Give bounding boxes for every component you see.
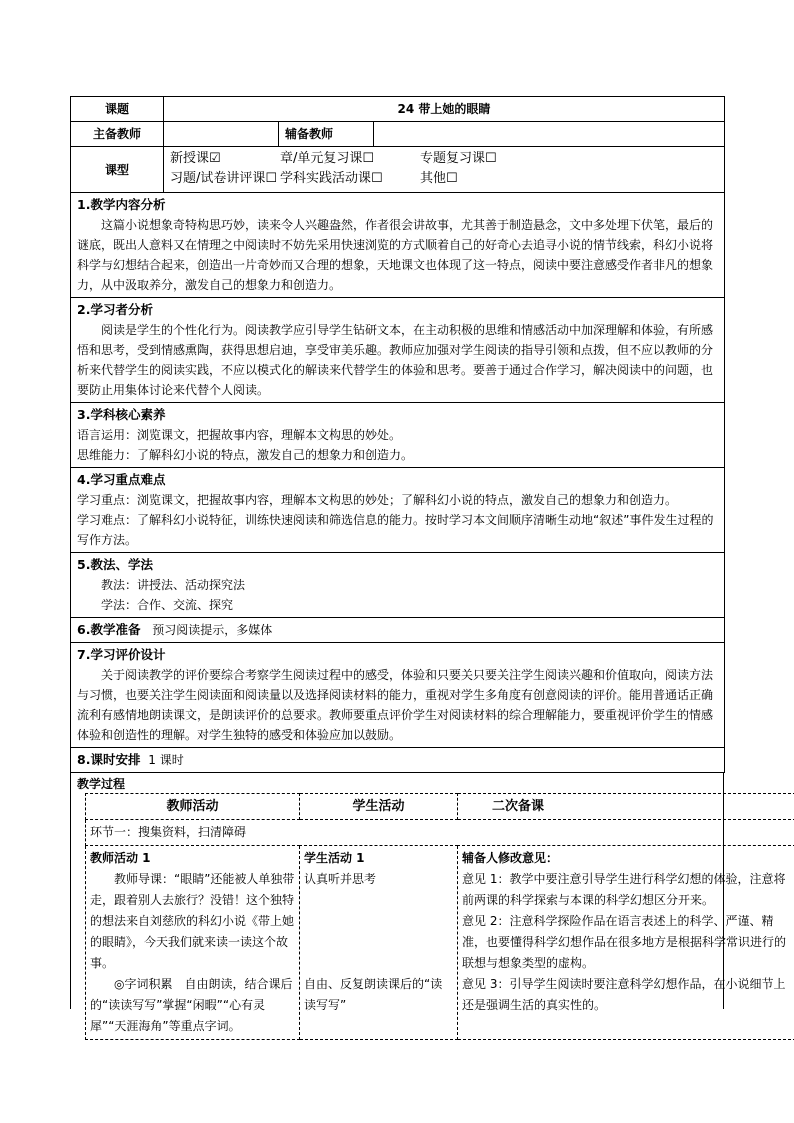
lead-teacher-value: [164, 122, 279, 147]
section-line: 学习重点：浏览课文，把握故事内容，理解本文构思的妙处；了解科幻小说的特点，激发自己的想象力和创造力。: [77, 493, 678, 507]
lesson-plan-table: [70, 96, 725, 773]
second-prep-cell: [458, 846, 794, 1040]
section-text: 1 课时: [148, 753, 184, 767]
section-title: 3.学科核心素养: [77, 407, 166, 422]
section-learner-analysis: [71, 298, 725, 403]
section-preparation: [71, 618, 725, 643]
section-content-analysis: [71, 193, 725, 298]
student-activity-title: 学生活动 1: [304, 851, 365, 865]
section-line: 思维能力：了解科幻小说的特点，激发自己的想象力和创造力。: [77, 448, 414, 462]
type-option-other[interactable]: 其他☐: [420, 171, 458, 186]
process-table: [85, 793, 794, 1040]
topic-label: 课题: [71, 97, 164, 122]
teacher-activity-title: 教师活动 1: [90, 851, 151, 865]
section-text: 关于阅读教学的评价要综合考察学生阅读过程中的感受，体验和只要关只要关注学生阅读兴趣和价值取向，阅读方法与习惯，也要关注学生阅读面和阅读量以及选择阅读材料的能力，重视对学生多角度有创意阅读的评价。能用普通话正确流利有感情地朗读课文，是朗读评价的总要求。教师要重点评价学生对阅读材料的综合理解能力，要重视评价学生的情感体验和创造性的理解。对学生独特的感受和体验应加以鼓励。: [77, 668, 714, 742]
teacher-activity-text: ◎字词积累 自由朗读，结合课后的“读读写写”掌握“闲暇”“心有灵犀”“天涯海角”等重点字词。: [90, 977, 293, 1033]
section-title: 2.学习者分析: [77, 302, 153, 317]
lesson-plan: [70, 96, 787, 1033]
type-option-topic-review[interactable]: 专题复习课☐: [420, 151, 497, 166]
section-text: 阅读是学生的个性化行为。阅读教学应引导学生钻研文本，在主动积极的思维和情感活动中加深理解和体验，有所感悟和思考，受到情感熏陶，获得思想启迪，享受审美乐趣。教师应加强对学生阅读的指导引领和点拨，但不应以教师的分析来代替学生的阅读实践，不应以模式化的解读来代替学生的体验和思考。要善于通过合作学习，解决阅读中的问题，也要防止用集体讨论来代替个人阅读。: [77, 323, 714, 397]
section-title: 4.学习重点难点: [77, 472, 166, 487]
type-option-exercise[interactable]: 习题/试卷讲评课☐: [170, 171, 278, 186]
col-header-second: 二次备课: [458, 794, 794, 820]
section-title: 6.教学准备: [77, 622, 141, 637]
section-title: 1.教学内容分析: [77, 197, 166, 212]
second-prep-title: 辅备人修改意见：: [462, 851, 559, 865]
teacher-activity-cell: [86, 846, 300, 1040]
section-evaluation: [71, 643, 725, 748]
student-activity-text: 自由、反复朗读课后的“读读写写”: [304, 977, 443, 1012]
type-option-new[interactable]: 新授课☑: [170, 151, 221, 166]
section-methods: [71, 553, 725, 618]
teacher-activity-text: 教师导课：“眼睛”还能被人单独带走，跟着别人去旅行？没错！这个独特的想法来自刘慈欣的科幻小说《带上她的眼睛》，今天我们就来读一读这个故事。: [90, 872, 295, 970]
section-text: 这篇小说想象奇特构思巧妙，读来令人兴趣盎然，作者很会讲故事，尤其善于制造悬念，文中多处埋下伏笔，最后的谜底，既出人意料又在情理之中阅读时不妨先采用快速浏览的方式顺着自己的好奇心去追寻小说的情节线索，科幻小说将科学与幻想结合起来，创造出一片奇妙而又合理的想象，天地课文也体现了这一特点，阅读中要注意感受作者非凡的想象力，从中汲取养分，激发自己的想象力和创造力。: [77, 218, 714, 292]
section-line: 教法：讲授法、活动探究法: [101, 578, 246, 592]
second-prep-text: 意见 2：注意科学探险作品在语言表述上的科学、严谨、精准，也要懂得科学幻想作品在很多地方是根据科学常识进行的联想与想象类型的虚构。: [462, 914, 787, 970]
second-prep-text: 意见 3：引导学生阅读时要注意科学幻想作品，在小说细节上还是强调生活的真实性的。: [462, 977, 786, 1012]
type-option-practice[interactable]: 学科实践活动课☐: [280, 171, 383, 186]
topic-value: 24 带上她的眼睛: [164, 97, 725, 122]
section-line: 学法：合作、交流、探究: [101, 598, 234, 612]
lead-teacher-label: 主备教师: [71, 122, 164, 147]
type-label: 课型: [71, 147, 164, 193]
section-core-literacy: [71, 403, 725, 468]
section-line: 学习难点：了解科幻小说特征，训练快速阅读和筛选信息的能力。按时学习本文间顺序清晰生动地“叙述”事件发生过程的写作方法。: [77, 513, 714, 547]
assistant-teacher-label: 辅备教师: [279, 122, 374, 147]
section-schedule: [71, 748, 725, 773]
col-header-student: 学生活动: [300, 794, 458, 820]
section-title: 5.教法、学法: [77, 557, 153, 572]
col-header-teacher: 教师活动: [86, 794, 300, 820]
student-activity-cell: [300, 846, 458, 1040]
type-options: [164, 147, 725, 193]
section-title: 8.课时安排: [77, 752, 141, 767]
section-line: 语言运用：浏览课文，把握故事内容，理解本文构思的妙处。: [77, 428, 402, 442]
teaching-process: [70, 773, 787, 1033]
process-title: 教学过程: [77, 777, 126, 791]
assistant-teacher-value: [374, 122, 725, 147]
section-title: 7.学习评价设计: [77, 647, 166, 662]
section-key-points: [71, 468, 725, 553]
student-activity-text: 认真听并思考: [304, 872, 377, 886]
section-text: 预习阅读提示，多媒体: [152, 623, 273, 637]
second-prep-text: 意见 1：教学中要注意引导学生进行科学幻想的体验，注意将前两课的科学探索与本课的科学幻想区分开来。: [462, 872, 786, 907]
step-row: 环节一：搜集资料，扫清障碍: [86, 820, 794, 846]
type-option-unit-review[interactable]: 章/单元复习课☐: [280, 151, 375, 166]
